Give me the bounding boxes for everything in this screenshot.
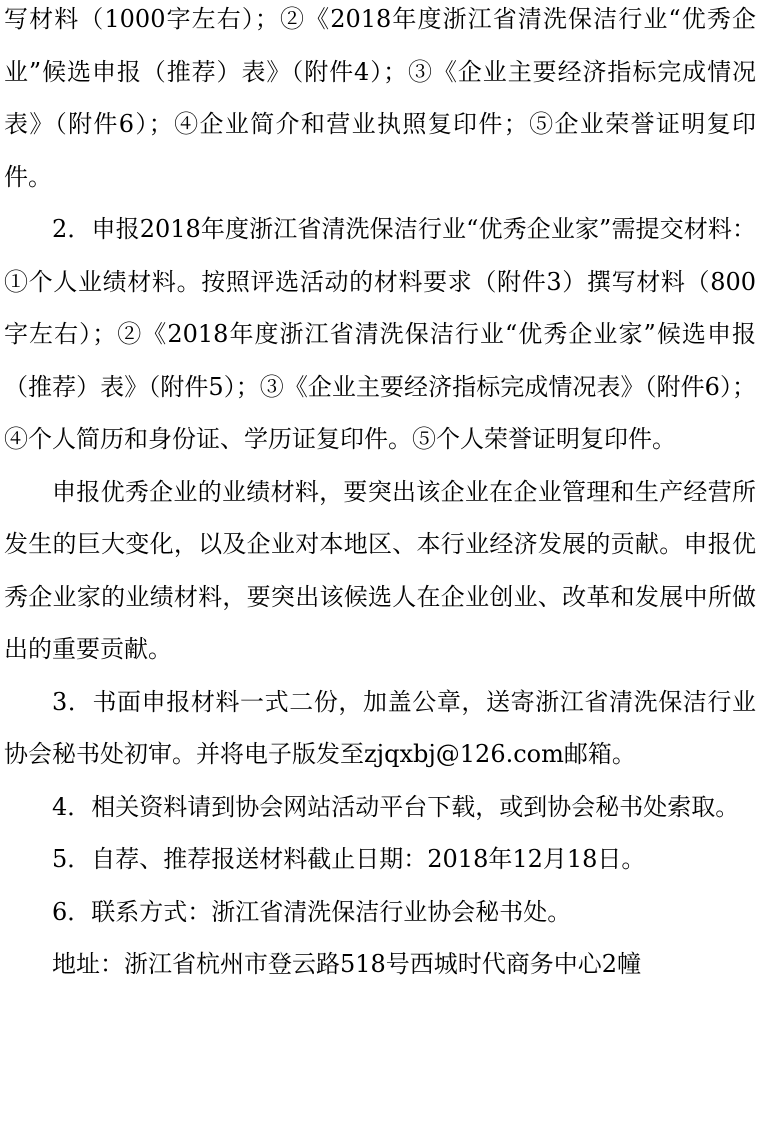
paragraph-award-materials-continued: 写材料（1000字左右）；②《2018年度浙江省清洗保洁行业“优秀企业”候选申报（推荐）表》（附件4）；③《企业主要经济指标完成情况表》（附件6）；④企业简介和营业执照复印件；⑤企业荣誉证明复印件。 [4,5,756,191]
paragraph-item-2-entrepreneur-materials: 2．申报2018年度浙江省清洗保洁行业“优秀企业家”需提交材料：①个人业绩材料。按照评选活动的材料要求（附件3）撰写材料（800字左右）；②《2018年度浙江省清洗保洁行业“优秀企业家”候选申报（推荐）表》（附件5）；③《企业主要经济指标完成情况表》（附件6）；④个人简历和身份证、学历证复印件。⑤个人荣誉证明复印件。 [4,215,756,453]
paragraph-address: 地址：浙江省杭州市登云路518号西城时代商务中心2幢 [52,950,642,978]
paragraph-item-5-deadline: 5．自荐、推荐报送材料截止日期：2018年12月18日。 [52,845,646,873]
paragraph-item-4-downloads: 4．相关资料请到协会网站活动平台下载，或到协会秘书处索取。 [52,792,740,821]
paragraph-performance-requirements: 申报优秀企业的业绩材料，要突出该企业在企业管理和生产经营所发生的巨大变化，以及企业对本地区、本行业经济发展的贡献。申报优秀企业家的业绩材料，要突出该候选人在企业创业、改革和发展中所做出的重要贡献。 [4,477,756,663]
paragraph-item-6-contact: 6．联系方式：浙江省清洗保洁行业协会秘书处。 [52,897,572,926]
paragraph-item-3-submission: 3．书面申报材料一式二份，加盖公章，送寄浙江省清洗保洁行业协会秘书处初审。并将电子版发至zjqxbj@126.com邮箱。 [4,687,756,768]
